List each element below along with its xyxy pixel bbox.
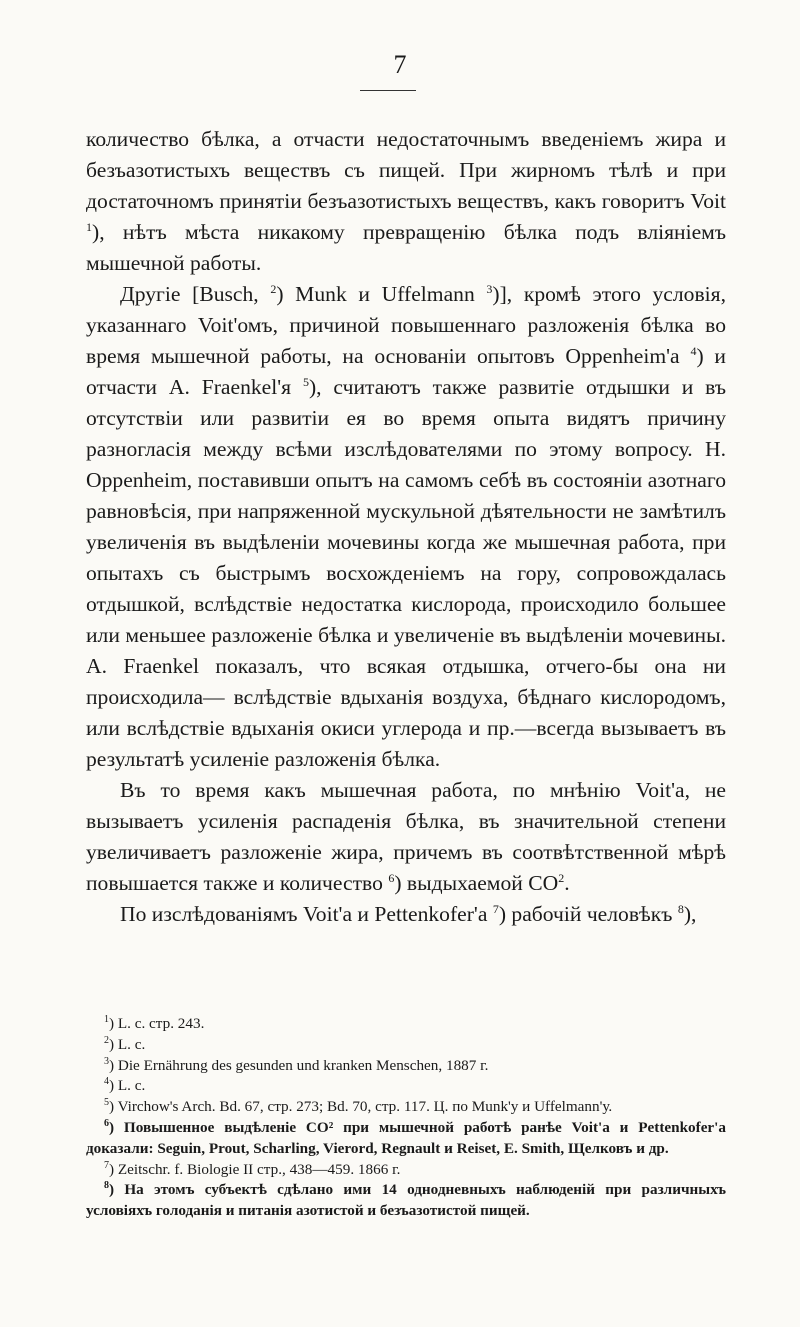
footnote-3: $^3$) Die Ernährung des gesunden und kranken Menschen, 1887 г. (104, 1055, 489, 1074)
paragraph-3: Въ то время какъ мышечная работа, по мнѣнію Voit'а, не вызываетъ усиленія распаденія бѣлка, въ значительной степени увеличиваетъ разложеніе жира, причемъ въ соотвѣтственной мѣрѣ повышается также и количество $^6$) выдыхаемой $CO^2$. (86, 778, 726, 895)
footnote-ref[interactable]: 4 (690, 343, 697, 358)
page-number: 7 (393, 50, 407, 79)
paragraph-4: По изслѣдованіямъ Voit'а и Pettenkofer'а $^7$) рабочій человѣкъ $^8$), (120, 901, 697, 926)
footnotes (86, 1014, 726, 1222)
footnote-ref[interactable]: 5 (302, 374, 309, 389)
footnote-ref[interactable]: 8 (677, 901, 684, 916)
footnote-5: $^5$) Virchow's Arch. Bd. 67, стр. 273; Bd. 70, стр. 117. Ц. по Munk'у и Uffelmann'у. (104, 1097, 613, 1116)
footnote-ref[interactable]: 7 (492, 901, 499, 916)
paragraph-2: Другіе [Busch, $^2$) Munk и Uffelmann $^3$)], кромѣ этого условія, указаннаго Voit'омъ, причиной повышеннаго разложенія бѣлка во время мышечной работы, на основаніи опытовъ Oppenheim'а $^4$) и отчасти A. Fraenkel'я $^5$), считаютъ также развитіе отдышки и въ отсутствіи или развитіи ея во время опыта видятъ причину разногласія между всѣми изслѣдователями по этому вопросу. H. Oppenheim, поставивши опытъ на самомъ себѣ въ состояніи азотнаго равновѣсія, при напряженной мускульной дѣятельности не замѣтилъ увеличенія въ выдѣленіи мочевины когда же мышечная работа, при опытахъ съ быстрымъ восхожденіемъ на гору, сопровождалась отдышкой, вслѣдствіе недостатка кислорода, происходило большее или меньшее разложеніе бѣлка и увеличеніе въ выдѣленіи мочевины. A. Fraenkel показалъ, что всякая отдышка, отчего-бы она ни происходила— вслѣдствіе вдыханія воздуха, бѣднаго кислородомъ, или вслѣдствіе вдыханія окиси углерода и пр.—всегда вызываетъ въ результатѣ усиленіе разложенія бѣлка. (86, 281, 726, 771)
footnote-1: $^1$) L. c. стр. 243. (104, 1013, 205, 1032)
page-number-rule (360, 90, 416, 91)
footnote-8: $^8$) На этомъ субъектѣ сдѣлано ими 14 однодневныхъ наблюденій при различныхъ условіяхъ голоданія и питанія азотистой и безъазотистой пищей. (86, 1180, 726, 1220)
footnote-ref[interactable]: 3 (486, 281, 493, 296)
footnote-ref[interactable]: 1 (86, 219, 92, 234)
footnote-6: $^6$) Повышенное выдѣленіе CO² при мышечной работѣ ранѣе Voit'а и Pettenkofer'а доказали: Seguin, Prout, Scharling, Vierord, Regnault и Reiset, E. Smith, Щелковъ и др. (86, 1117, 726, 1157)
footnote-2: $^2$) L. c. (104, 1034, 146, 1053)
body-text (86, 124, 726, 930)
footnote-4: $^4$) L. c. (104, 1076, 146, 1095)
footnote-ref[interactable]: 2 (270, 281, 277, 296)
subscript-number: 2 (558, 870, 565, 885)
footnote-ref[interactable]: 6 (388, 870, 395, 885)
footnote-7: $^7$) Zeitschr. f. Biologie II стр., 438—459. 1866 г. (104, 1159, 401, 1178)
paragraph-1: количество бѣлка, а отчасти недостаточнымъ введеніемъ жира и безъазотистыхъ веществъ съ пищей. При жирномъ тѣлѣ и при достаточномъ принятіи безъазотистыхъ веществъ, какъ говоритъ Voit $^1$), нѣтъ мѣста никакому превращенію бѣлка подъ вліяніемъ мышечной работы. (86, 127, 726, 275)
